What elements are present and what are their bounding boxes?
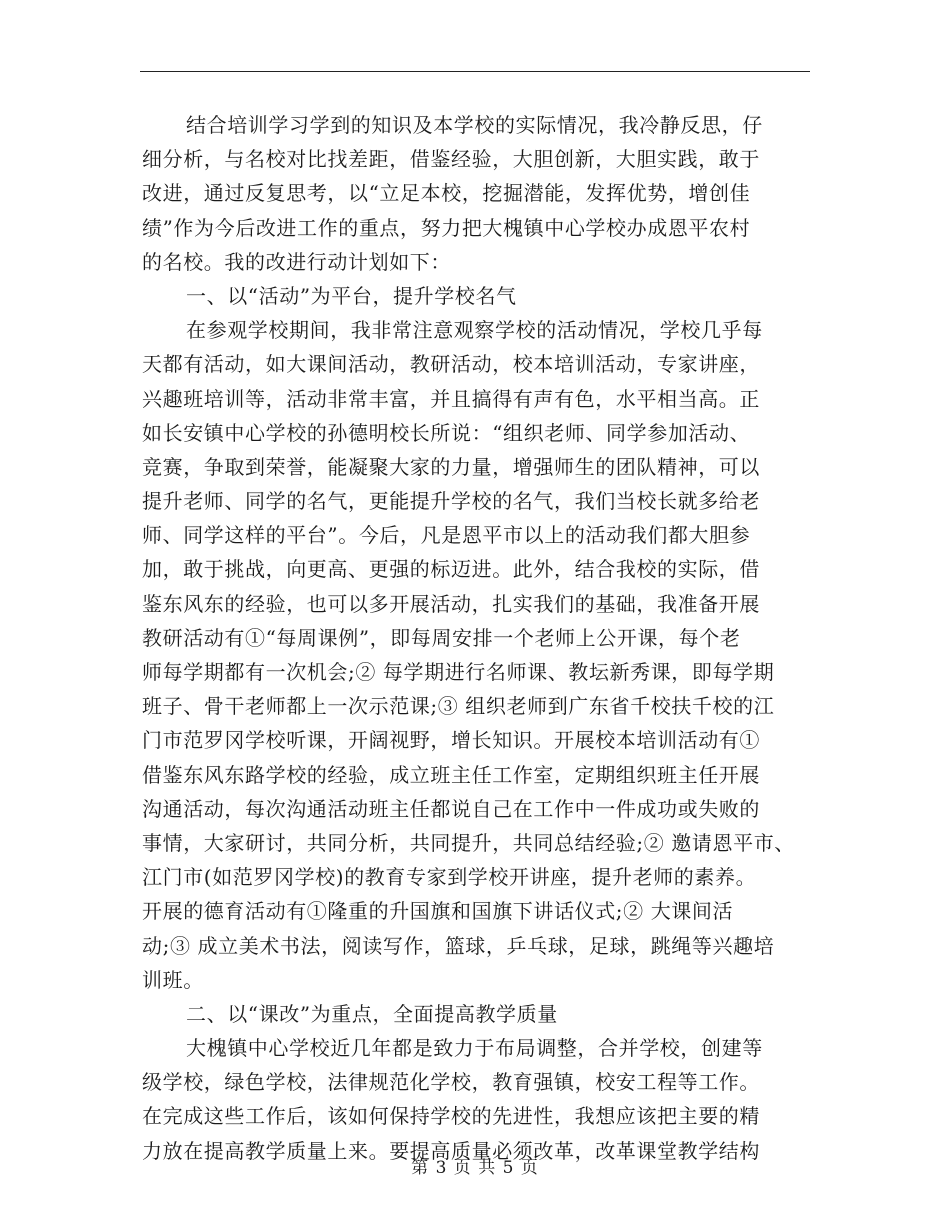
text-line: 开展的德育活动有①隆重的升国旗和国旗下讲话仪式;② 大课间活 <box>142 899 734 924</box>
text-line: 提升老师、同学的名气，更能提升学校的名气，我们当校长就多给老 <box>142 489 760 514</box>
text-line: 细分析，与名校对比找差距，借鉴经验，大胆创新，大胆实践，敢于 <box>142 147 760 172</box>
text-line: 级学校，绿色学校，法律规范化学校，教育强镇，校安工程等工作。 <box>142 1070 760 1095</box>
text-line: 改进，通过反复思考，以“立足本校，挖掘潜能，发挥优势，增创佳 <box>142 181 751 206</box>
body-text <box>142 108 810 1168</box>
text-line: 绩”作为今后改进工作的重点，努力把大槐镇中心学校办成恩平农村 <box>142 215 751 240</box>
text-line: 师每学期都有一次机会;② 每学期进行名师课、教坛新秀课，即每学期 <box>142 660 775 684</box>
text-line: 力放在提高教学质量上来。要提高质量必须改革，改革课堂教学结构 <box>142 1138 760 1163</box>
text-line: 教研活动有①“每周课例”，即每周安排一个老师上公开课，每个老 <box>142 625 741 650</box>
text-line: 江门市(如范罗冈学校)的教育专家到学校开讲座，提升老师的素养。 <box>142 865 757 890</box>
text-line: 的名校。我的改进行动计划如下： <box>142 249 451 274</box>
text-line: 兴趣班培训等，活动非常丰富，并且搞得有声有色，水平相当高。正 <box>142 386 760 411</box>
text-line: 沟通活动，每次沟通活动班主任都说自己在工作中一件成功或失败的 <box>142 796 760 821</box>
text-line: 一、以“活动”为平台，提升学校名气 <box>186 283 517 308</box>
text-line: 训班。 <box>142 967 204 992</box>
text-line: 在完成这些工作后，该如何保持学校的先进性，我想应该把主要的精 <box>142 1104 760 1129</box>
page-number: 第 3 页 共 5 页 <box>411 1158 539 1178</box>
text-line: 在参观学校期间，我非常注意观察学校的活动情况，学校几乎每 <box>186 318 763 343</box>
text-line: 天都有活动，如大课间活动，教研活动，校本培训活动，专家讲座， <box>142 352 760 377</box>
text-line: 大槐镇中心学校近几年都是致力于布局调整，合并学校，创建等 <box>186 1036 763 1061</box>
text-line: 二、以“课改”为重点，全面提高教学质量 <box>186 1001 558 1026</box>
text-line: 门市范罗冈学校听课，开阔视野，增长知识。开展校本培训活动有① <box>142 728 760 753</box>
text-line: 借鉴东风东路学校的经验，成立班主任工作室，定期组织班主任开展 <box>142 762 760 787</box>
header-rule <box>140 71 810 72</box>
text-line: 鉴东风东的经验，也可以多开展活动，扎实我们的基础，我准备开展 <box>142 591 760 616</box>
text-line: 加，敢于挑战，向更高、更强的标迈进。此外，结合我校的实际，借 <box>142 557 760 582</box>
text-line: 如长安镇中心学校的孙德明校长所说：“组织老师、同学参加活动、 <box>142 420 751 445</box>
text-line: 竞赛，争取到荣誉，能凝聚大家的力量，增强师生的团队精神，可以 <box>142 454 760 479</box>
text-line: 结合培训学习学到的知识及本学校的实际情况，我冷静反思，仔 <box>186 113 763 137</box>
text-line: 班子、骨干老师都上一次示范课;③ 组织老师到广东省千校扶千校的江 <box>142 694 775 719</box>
text-line: 师、同学这样的平台”。今后，凡是恩平市以上的活动我们都大胆参 <box>142 523 751 548</box>
text-line: 动;③ 成立美术书法，阅读写作，篮球，乒乓球，足球，跳绳等兴趣培 <box>142 933 775 958</box>
text-line: 事情，大家研讨，共同分析，共同提升，共同总结经验;② 邀请恩平市、 <box>142 830 795 855</box>
